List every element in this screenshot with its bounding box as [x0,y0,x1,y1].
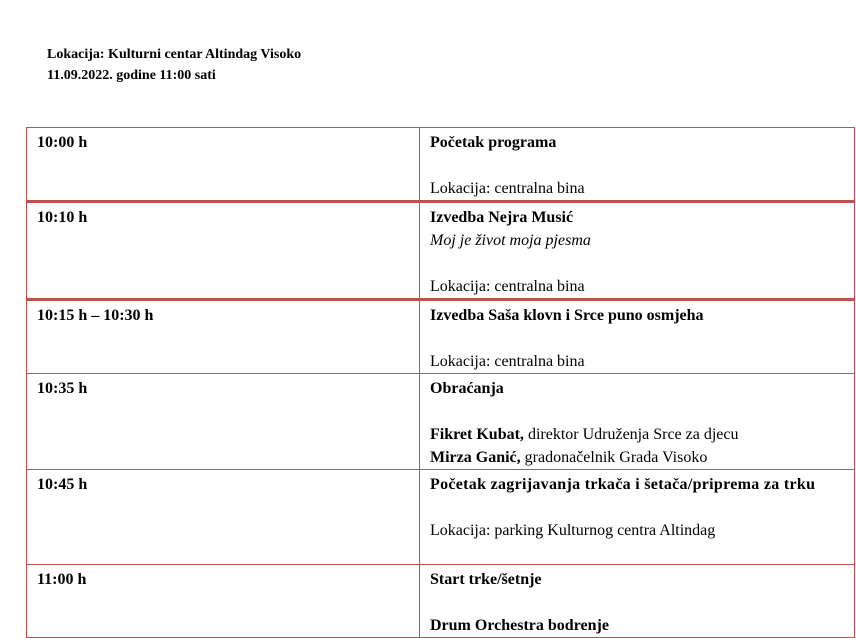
event-title: Izvedba Saša klovn i Srce puno osmjeha [430,307,704,324]
date-heading: 11.09.2022. godine 11:00 sati [47,68,216,83]
event-title: Obraćanja [430,380,504,397]
description-cell [420,470,855,565]
event-title: Početak zagrijavanja trkača i šetača/priprema za trku [430,476,816,493]
time-cell: 10:00 h [27,128,420,202]
speaker-role: gradonačelnik Grada Visoko [520,449,708,466]
table-row [27,300,855,374]
location-heading: Lokacija: Kulturni centar Altindag Visoko [47,47,302,62]
table-row [27,202,855,300]
table-row [27,128,855,202]
event-location: Lokacija: centralna bina [430,180,585,197]
speaker-role: direktor Udruženja Srce za djecu [523,426,739,443]
event-title: Izvedba Nejra Musić [430,209,574,226]
time-cell: 10:15 h – 10:30 h [27,300,420,374]
speaker-name: Fikret Kubat, [430,426,524,443]
description-cell [420,202,855,300]
document-header [47,44,301,86]
event-title: Početak programa [430,134,557,151]
table-row [27,565,855,638]
description-cell [420,300,855,374]
table-row [27,470,855,565]
description-cell [420,565,855,638]
time-cell: 10:45 h [27,470,420,565]
event-title: Start trke/šetnje [430,571,542,588]
description-cell [420,128,855,202]
program-schedule-table [26,127,855,638]
event-subtitle: Moj je život moja pjesma [430,232,591,249]
time-cell: 10:35 h [27,374,420,470]
speaker-name: Mirza Ganić, [430,449,521,466]
event-location: Lokacija: parking Kulturnog centra Altindag [430,522,716,539]
time-cell: 10:10 h [27,202,420,300]
event-location: Lokacija: centralna bina [430,353,585,370]
event-extra: Drum Orchestra bodrenje [430,617,609,634]
event-location: Lokacija: centralna bina [430,278,585,295]
description-cell [420,374,855,470]
speaker-line [430,423,844,446]
time-cell: 11:00 h [27,565,420,638]
table-row [27,374,855,470]
speaker-line [430,446,844,469]
